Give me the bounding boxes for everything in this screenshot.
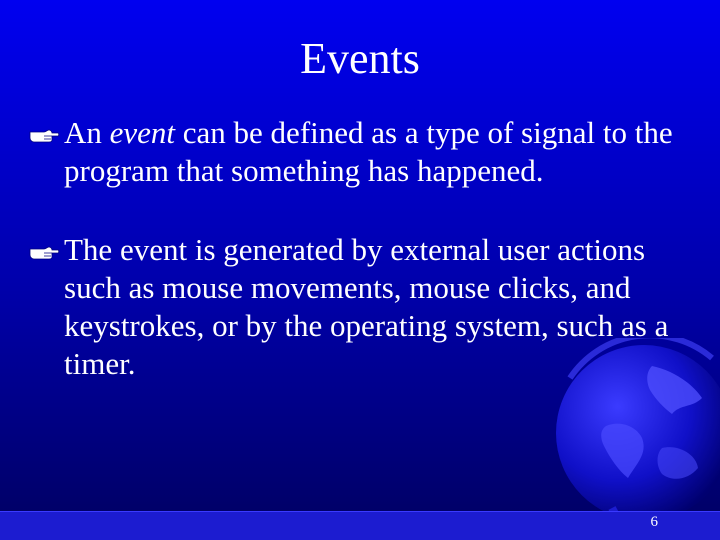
- page-number: 6: [650, 514, 658, 530]
- bullet-item: [28, 114, 698, 190]
- bullet-emphasis: event: [109, 115, 176, 150]
- pointing-hand-icon: [28, 244, 60, 260]
- bullet-text: The event is generated by external user actions such as mouse movements, mouse clicks, and keystrokes, or by the operating system, such as a timer.: [64, 232, 669, 381]
- pointing-hand-icon: [28, 127, 60, 143]
- bullet-item: [28, 231, 698, 383]
- bullet-list: [28, 114, 698, 424]
- bullet-text: can be defined as a type of signal to the program that something has happened.: [64, 115, 673, 188]
- footer-bar: [0, 511, 720, 540]
- slide-title: Events: [300, 34, 420, 83]
- bullet-lead: An: [64, 115, 110, 150]
